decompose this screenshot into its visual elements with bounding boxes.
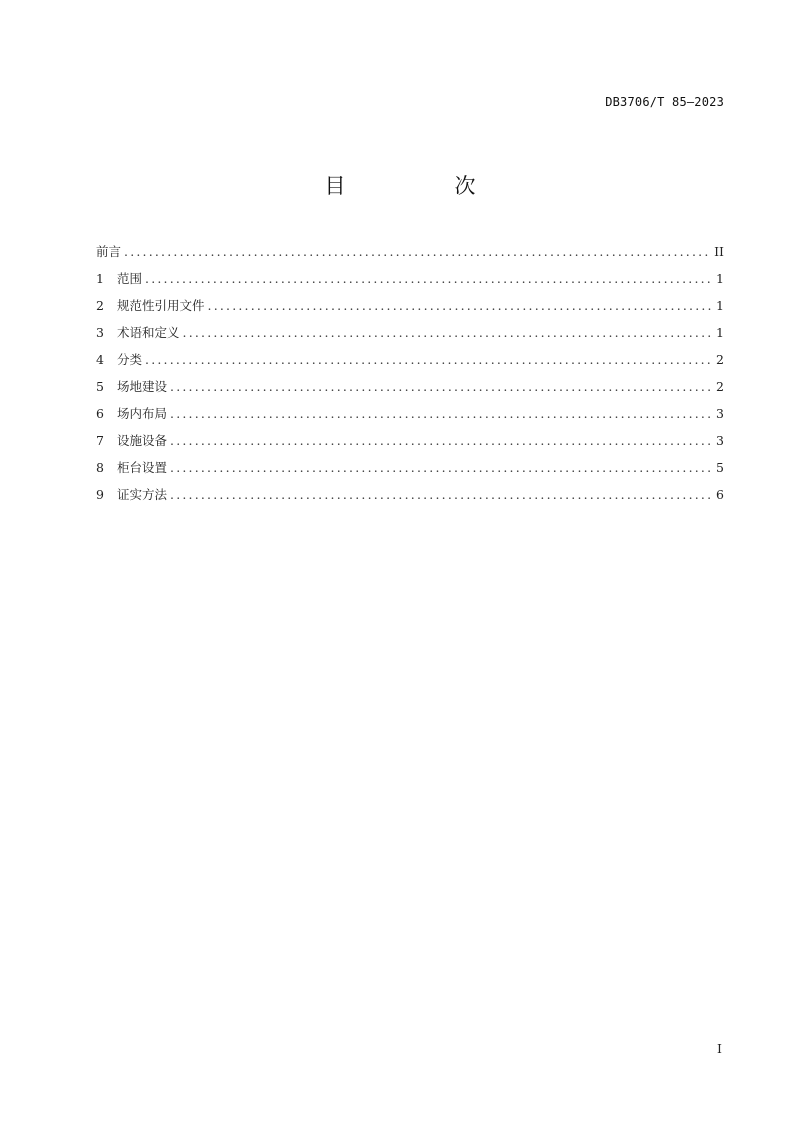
toc-entry-title: 术语和定义 bbox=[117, 325, 180, 340]
toc-leader-dots bbox=[170, 430, 712, 452]
toc-entry-title: 前言 bbox=[96, 244, 122, 259]
toc-leader-dots bbox=[145, 349, 712, 371]
toc-entry-3[interactable] bbox=[96, 322, 724, 349]
toc-entry-title: 规范性引用文件 bbox=[117, 298, 205, 313]
toc-entry-title: 场内布局 bbox=[117, 406, 168, 421]
toc-entry-number: 9 bbox=[96, 487, 104, 502]
toc-entry-page: 3 bbox=[716, 433, 724, 448]
toc-entry-2[interactable] bbox=[96, 295, 724, 322]
toc-entry-7[interactable] bbox=[96, 430, 724, 457]
toc-entry-title: 场地建设 bbox=[117, 379, 168, 394]
toc-entry-page: 1 bbox=[716, 325, 724, 340]
page-number: I bbox=[717, 1041, 722, 1056]
toc-entry-page: 3 bbox=[716, 406, 724, 421]
toc-entry-page: 1 bbox=[716, 298, 724, 313]
toc-leader-dots bbox=[170, 484, 712, 506]
toc-entry-number: 1 bbox=[96, 271, 104, 286]
toc-entry-page: II bbox=[714, 244, 724, 259]
toc-entry-title: 范围 bbox=[117, 271, 143, 286]
table-of-contents bbox=[96, 241, 724, 511]
toc-entry-title: 证实方法 bbox=[117, 487, 168, 502]
toc-entry-title: 设施设备 bbox=[117, 433, 168, 448]
toc-entry-6[interactable] bbox=[96, 403, 724, 430]
toc-entry-number: 7 bbox=[96, 433, 104, 448]
toc-entry-page: 2 bbox=[716, 379, 724, 394]
page-title: 目 次 bbox=[324, 174, 520, 198]
toc-entry-foreword[interactable] bbox=[96, 241, 724, 268]
toc-entry-number: 4 bbox=[96, 352, 104, 367]
toc-leader-dots bbox=[170, 457, 712, 479]
toc-entry-1[interactable] bbox=[96, 268, 724, 295]
toc-entry-number: 8 bbox=[96, 460, 104, 475]
toc-entry-number: 5 bbox=[96, 379, 104, 394]
toc-entry-number: 6 bbox=[96, 406, 104, 421]
toc-leader-dots bbox=[208, 295, 713, 317]
toc-entry-page: 5 bbox=[716, 460, 724, 475]
toc-leader-dots bbox=[124, 241, 710, 263]
toc-leader-dots bbox=[170, 376, 712, 398]
toc-leader-dots bbox=[145, 268, 712, 290]
toc-entry-title: 柜台设置 bbox=[117, 460, 168, 475]
toc-entry-page: 6 bbox=[716, 487, 724, 502]
toc-entry-5[interactable] bbox=[96, 376, 724, 403]
toc-entry-title: 分类 bbox=[117, 352, 143, 367]
toc-entry-8[interactable] bbox=[96, 457, 724, 484]
toc-entry-9[interactable] bbox=[96, 484, 724, 511]
toc-entry-number: 3 bbox=[96, 325, 104, 340]
toc-entry-number: 2 bbox=[96, 298, 104, 313]
toc-entry-page: 2 bbox=[716, 352, 724, 367]
toc-entry-page: 1 bbox=[716, 271, 724, 286]
toc-leader-dots bbox=[183, 322, 713, 344]
toc-entry-4[interactable] bbox=[96, 349, 724, 376]
standard-code: DB3706/T 85—2023 bbox=[605, 95, 724, 109]
toc-leader-dots bbox=[170, 403, 712, 425]
